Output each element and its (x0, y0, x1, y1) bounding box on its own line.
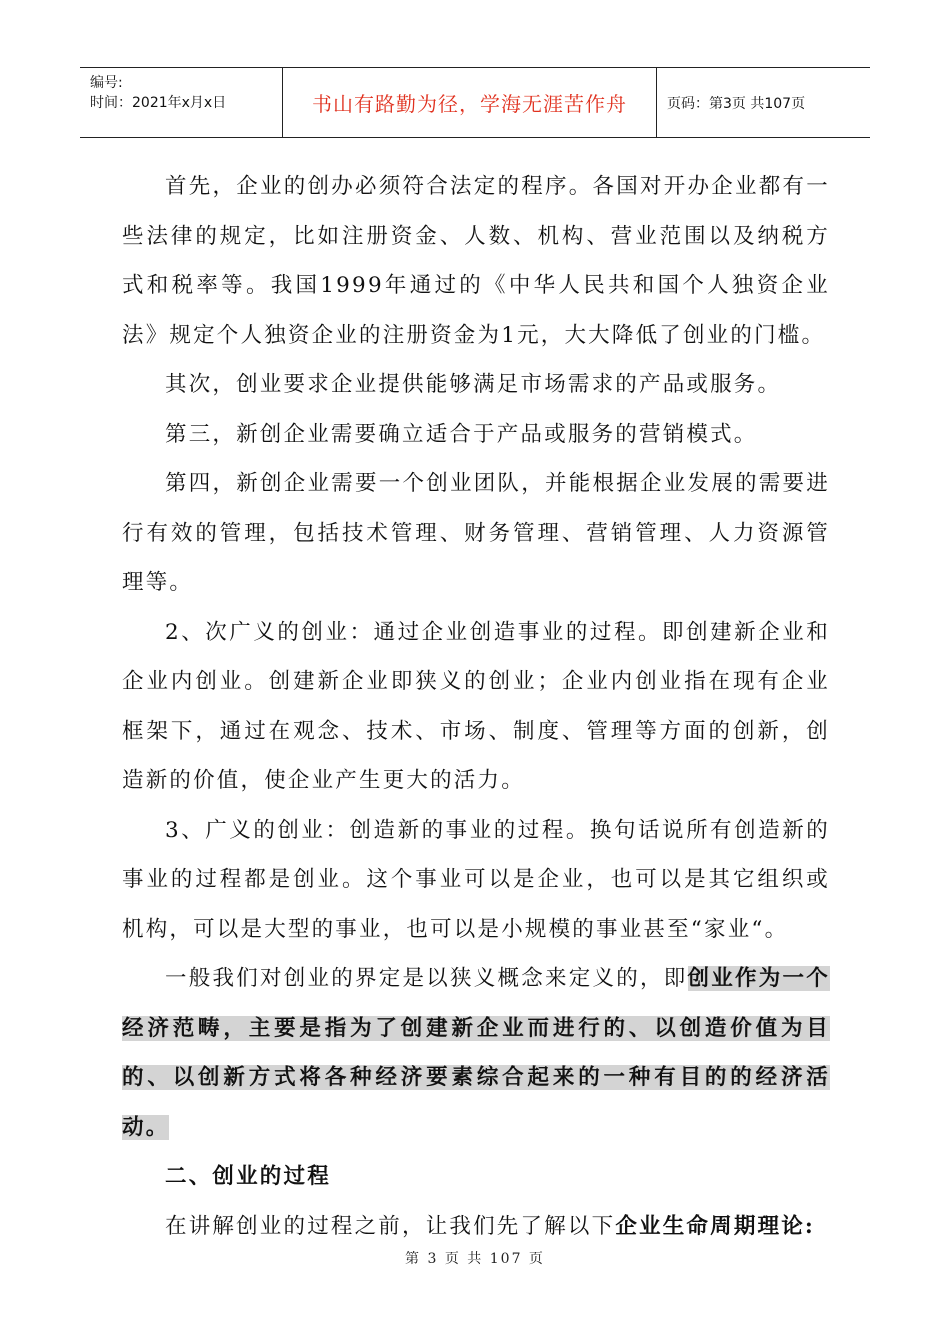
paragraph-secondary-broad: 2、次广义的创业：通过企业创造事业的过程。即创建新企业和企业内创业。创建新企业即狭义的创业；企业内创业指在现有企业框架下，通过在观念、技术、市场、制度、管理等方面的创新，创造新的价值，使企业产生更大的活力。 (122, 619, 830, 793)
header-page-cell (657, 68, 870, 137)
lifecycle-theory-term: 企业生命周期理论: (615, 1213, 816, 1239)
definition-highlight: 创业作为一个经济范畴，主要是指为了创建新企业而进行的、以创造价值为目的、以创新方式将各种经济要素综合起来的一种有目的的经济活动。 (122, 966, 831, 1140)
paragraph-broad-definition: 3、广义的创业：创造新的事业的过程。换句话说所有创造新的事业的过程都是创业。这个事业可以是企业，也可以是其它组织或机构，可以是大型的事业，也可以是小规模的事业甚至“家业“。 (122, 817, 830, 942)
document-body (122, 162, 830, 1251)
page-footer: 第 3 页 共 107 页 (405, 1251, 545, 1267)
document-number-label: 编号: (90, 75, 123, 91)
page-header (80, 67, 870, 138)
paragraph-legal-procedure: 首先，企业的创办必须符合法定的程序。各国对开办企业都有一些法律的规定，比如注册资金、人数、机构、营业范围以及纳税方式和税率等。我国1999年通过的《中华人民共和国个人独资企业法》规定个人独资企业的注册资金为1元，大大降低了创业的门槛。 (122, 174, 830, 348)
paragraph-team-management: 第四，新创企业需要一个创业团队，并能根据企业发展的需要进行有效的管理，包括技术管理、财务管理、营销管理、人力资源管理等。 (122, 471, 830, 595)
header-motto: 书山有路勤为径，学海无涯苦作舟 (312, 92, 627, 116)
paragraph-lifecycle-intro (122, 1202, 830, 1252)
document-date-label: 时间：2021年x月x日 (90, 95, 227, 111)
paragraph-narrow-definition (122, 954, 830, 1152)
definition-intro: 一般我们对创业的界定是以狭义概念来定义的，即 (165, 966, 688, 991)
header-motto-cell (283, 68, 657, 137)
section-heading: 二、创业的过程 (165, 1164, 331, 1189)
lifecycle-intro: 在讲解创业的过程之前，让我们先了解以下 (165, 1213, 616, 1239)
paragraph-market-demand: 其次，创业要求企业提供能够满足市场需求的产品或服务。 (165, 372, 782, 397)
header-page-info: 页码：第3页 共107页 (667, 96, 806, 112)
header-meta-cell (80, 68, 283, 137)
paragraph-marketing-model: 第三，新创企业需要确立适合于产品或服务的营销模式。 (165, 421, 758, 447)
